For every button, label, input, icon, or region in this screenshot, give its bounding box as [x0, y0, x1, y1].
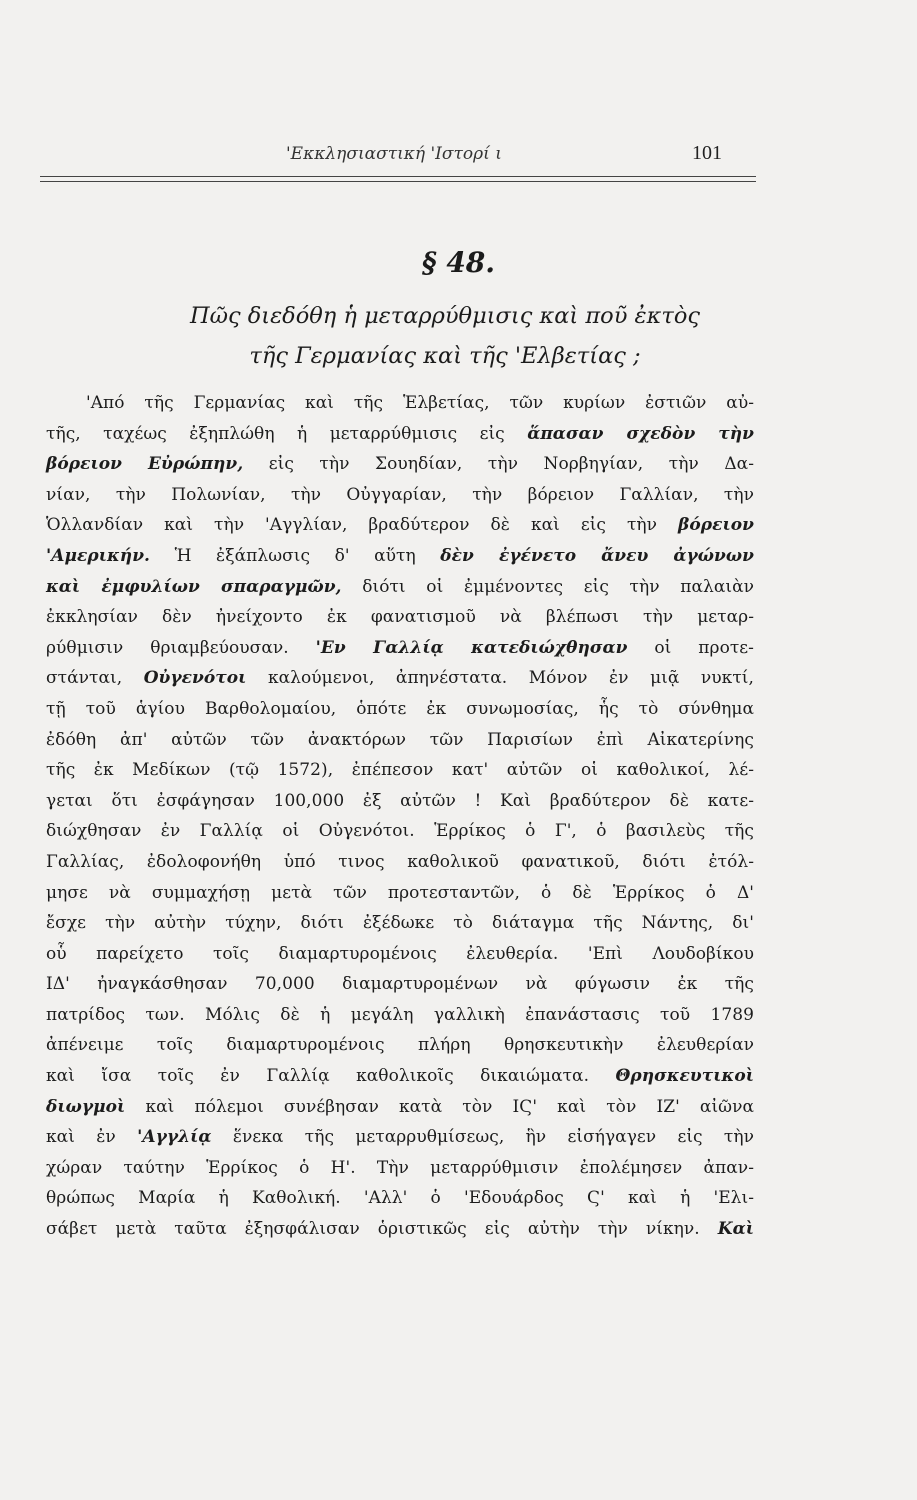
header-rule-top — [40, 176, 756, 177]
text-line: βόρειον Εὐρώπην, εἰς τὴν Σουηδίαν, τὴν Νορβηγίαν, τὴν Δα- — [46, 454, 754, 475]
section-number: § 48. — [421, 246, 496, 279]
emphasis: Καὶ — [717, 1219, 754, 1240]
text-line: Γαλλίας, ἐδολοφονήθη ὑπό τινος καθολικοῦ φανατικοῦ, διότι ἐτόλ- — [46, 851, 754, 872]
text-line: καὶ ἐν 'Αγγλίᾳ ἕνεκα τῆς μεταρρυθμίσεως, ἣν εἰσήγαγεν εἰς τὴν — [46, 1127, 754, 1148]
text-line: στάνται, Οὐγενότοι καλούμενοι, ἀπηνέστατα. Μόνον ἐν μιᾷ νυκτί, — [46, 668, 754, 689]
text-line: πατρίδος των. Μόλις δὲ ἡ μεγάλη γαλλικὴ ἐπανάστασις τοῦ 1789 — [46, 1004, 754, 1025]
text-line: τῇ τοῦ ἁγίου Βαρθολομαίου, ὁπότε ἐκ συνωμοσίας, ἧς τὸ σύνθημα — [46, 698, 754, 719]
emphasis: διωγμοὶ — [46, 1096, 126, 1117]
emphasis: βόρειον — [678, 515, 754, 536]
header-rule-bottom — [40, 181, 756, 182]
emphasis: Οὐγενότοι — [143, 668, 247, 689]
section-title — [60, 296, 830, 376]
emphasis: 'Εν Γαλλίᾳ κατεδιώχθησαν — [315, 637, 628, 658]
text-line: ΙΔ' ἠναγκάσθησαν 70,000 διαμαρτυρομένων νὰ φύγωσιν ἐκ τῆς — [46, 974, 754, 995]
text-line: 'Από τῆς Γερμανίας καὶ τῆς Ἑλβετίας, τῶν κυρίων ἐστιῶν αὐ- — [86, 393, 754, 413]
section-title-line-2: τῆς Γερμανίας καὶ τῆς 'Ελβετίας ; — [249, 343, 641, 369]
emphasis: βόρειον Εὐρώπην, — [46, 454, 244, 475]
text-line: 'Αμερικήν. Ἡ ἐξάπλωσις δ' αὕτη δὲν ἐγένετο ἄνευ ἀγώνων — [46, 545, 754, 566]
text-line: τῆς, ταχέως ἐξηπλώθη ἡ μεταρρύθμισις εἰς ἅπασαν σχεδὸν τὴν — [46, 423, 754, 444]
text-line: ἀπένειμε τοῖς διαμαρτυρομένοις πλήρη θρησκευτικὴν ἐλευθερίαν — [46, 1035, 754, 1056]
page-number: 101 — [692, 142, 722, 164]
text-line: γεται ὅτι ἐσφάγησαν 100,000 ἐξ αὐτῶν ! Καὶ βραδύτερον δὲ κατε- — [46, 790, 754, 811]
text-line: μησε νὰ συμμαχήσῃ μετὰ τῶν προτεσταντῶν, ὁ δὲ Ἑρρίκος ὁ Δ' — [46, 882, 754, 903]
emphasis: 'Αγγλίᾳ — [137, 1127, 212, 1148]
emphasis: καὶ ἐμφυλίων σπαραγμῶν, — [46, 576, 342, 597]
text-line: Ὁλλανδίαν καὶ τὴν 'Αγγλίαν, βραδύτερον δὲ καὶ εἰς τὴν βόρειον — [46, 515, 754, 536]
running-title: 'Εκκλησιαστική 'Ιστορί ι — [286, 144, 502, 164]
running-header — [40, 144, 756, 172]
emphasis: δὲν ἐγένετο ἄνευ ἀγώνων — [440, 545, 754, 566]
text-line: ἐδόθη ἀπ' αὐτῶν τῶν ἀνακτόρων τῶν Παρισίων ἐπὶ Αἰκατερίνης — [46, 729, 754, 750]
text-line: νίαν, τὴν Πολωνίαν, τὴν Οὐγγαρίαν, τὴν βόρειον Γαλλίαν, τὴν — [46, 484, 754, 505]
emphasis: ἅπασαν σχεδὸν τὴν — [527, 423, 754, 444]
emphasis: Θρησκευτικοὶ — [615, 1066, 754, 1087]
text-line: διωγμοὶ καὶ πόλεμοι συνέβησαν κατὰ τὸν ΙϚ' καὶ τὸν ΙΖ' αἰῶνα — [46, 1096, 754, 1117]
text-line: καὶ ἐμφυλίων σπαραγμῶν, διότι οἱ ἐμμένοντες εἰς τὴν παλαιὰν — [46, 576, 754, 597]
text-line: τῆς ἐκ Μεδίκων (τῷ 1572), ἐπέπεσον κατ' αὐτῶν οἱ καθολικοί, λέ- — [46, 760, 754, 781]
text-line: θρώπως Μαρία ἡ Καθολική. 'Αλλ' ὁ 'Εδουάρδος Ϛ' καὶ ἡ 'Ελι- — [46, 1188, 754, 1209]
body-text — [46, 388, 754, 1245]
text-line: ἐκκλησίαν δὲν ἠνείχοντο ἐκ φανατισμοῦ νὰ βλέπωσι τὴν μεταρ- — [46, 607, 754, 628]
text-line: διώχθησαν ἐν Γαλλίᾳ οἱ Οὐγενότοι. Ἑρρίκος ὁ Γ', ὁ βασιλεὺς τῆς — [46, 821, 754, 842]
text-line: ρύθμισιν θριαμβεύουσαν. 'Εν Γαλλίᾳ κατεδιώχθησαν οἱ προτε- — [46, 637, 754, 658]
text-line: σάβετ μετὰ ταῦτα ἐξησφάλισαν ὁριστικῶς εἰς αὐτὴν τὴν νίκην. Καὶ — [46, 1219, 754, 1240]
text-line: καὶ ἴσα τοῖς ἐν Γαλλίᾳ καθολικοῖς δικαιώματα. Θρησκευτικοὶ — [46, 1066, 754, 1087]
text-line: οὗ παρείχετο τοῖς διαμαρτυρομένοις ἐλευθερία. 'Επὶ Λουδοβίκου — [46, 943, 754, 964]
emphasis: 'Αμερικήν. — [46, 545, 151, 566]
text-line: χώραν ταύτην Ἑρρίκος ὁ Η'. Τὴν μεταρρύθμισιν ἐπολέμησεν ἀπαν- — [46, 1157, 754, 1178]
section-title-line-1: Πῶς διεδόθη ἡ μεταρρύθμισις καὶ ποῦ ἐκτὸς — [190, 303, 700, 329]
text-line: ἔσχε τὴν αὐτὴν τύχην, διότι ἐξέδωκε τὸ διάταγμα τῆς Νάντης, δι' — [46, 913, 754, 934]
